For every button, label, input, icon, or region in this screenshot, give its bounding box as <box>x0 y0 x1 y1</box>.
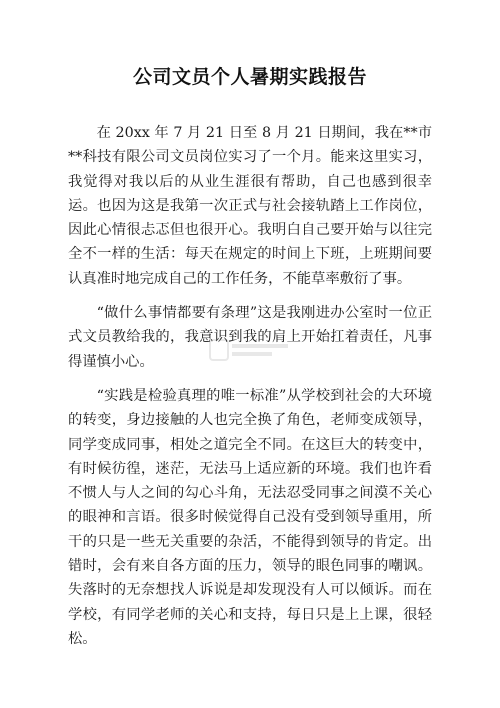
paragraph-1: 在 20xx 年 7 月 21 日至 8 月 21 日期间，我在**市**科技有限公司文员岗位实习了一个月。能来这里实习，我觉得对我以后的从业生涯很有帮助，自己也感到很幸运。也因为这是我第一次正式与社会接轨踏上工作岗位，因此心情很忐忑但也很开心。我明白自己要开始与以往完全不一样的生活：每天在规定的时间上下班，上班期间要认真准时地完成自己的工作任务，不能草率敷衍了事。 <box>68 125 432 287</box>
watermark-logo-icon <box>208 336 292 364</box>
document-body <box>68 121 432 661</box>
paragraph-3: “实践是检验真理的唯一标准”从学校到社会的大环境的转变，身边接触的人也完全换了角色，老师变成领导，同学变成同事，相处之道完全不同。在这巨大的转变中，有时候彷徨，迷茫，无法马上适应新的环境。我们也许看不惯人与人之间的勾心斗角，无法忍受同事之间漠不关心的眼神和言语。很多时候觉得自己没有受到领导重用，所干的只是一些无关重要的杂活，不能得到领导的肯定。出错时，会有来自各方面的压力，领导的眼色同事的嘲讽。失落时的无奈想找人诉说是却发现没有人可以倾诉。而在学校，有同学老师的关心和支持，每日只是上上课，很轻松。 <box>68 387 432 647</box>
paragraph-2: “做什么事情都要有条理”这是我刚进办公室时一位正式文员教给我的，我意识到我的肩上开始扛着责任，凡事得谨慎小心。 <box>68 305 432 370</box>
document-title: 公司文员个人暑期实践报告 <box>132 66 367 88</box>
